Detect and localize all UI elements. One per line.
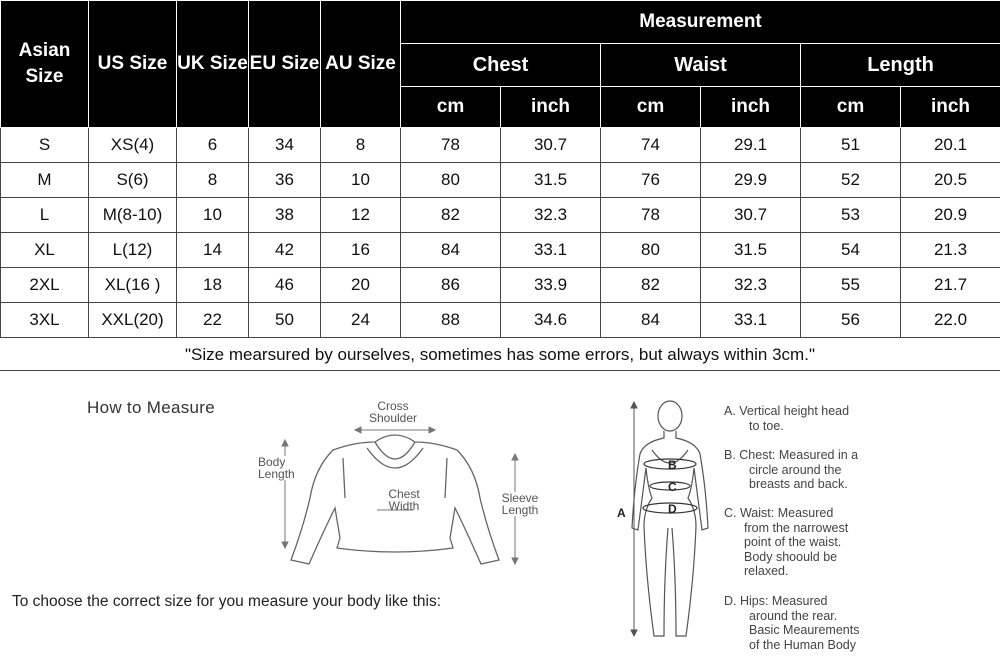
table-cell: 29.9 (701, 163, 801, 198)
table-cell: 24 (321, 303, 401, 338)
table-cell: 16 (321, 233, 401, 268)
table-cell: 32.3 (701, 268, 801, 303)
table-cell: 84 (401, 233, 501, 268)
table-cell: 54 (801, 233, 901, 268)
table-cell: L (1, 198, 89, 233)
body-letter-b: B (668, 458, 677, 472)
body-letter-c: C (668, 480, 677, 494)
table-cell: 74 (601, 128, 701, 163)
table-cell: 36 (249, 163, 321, 198)
table-row (1, 163, 1000, 198)
table-cell: 84 (601, 303, 701, 338)
legend-d: D. Hips: Measured around the rear. Basic Meaurements of the Human Body (724, 594, 860, 652)
table-cell: 22 (177, 303, 249, 338)
table-cell: 80 (601, 233, 701, 268)
table-cell: 46 (249, 268, 321, 303)
table-cell: 20.5 (901, 163, 1000, 198)
table-cell: 55 (801, 268, 901, 303)
table-cell: 34 (249, 128, 321, 163)
header-asian-size: Asian Size (1, 1, 89, 128)
table-cell: 29.1 (701, 128, 801, 163)
header-measurement: Measurement (401, 1, 1000, 44)
table-cell: 34.6 (501, 303, 601, 338)
header-unit: inch (701, 87, 801, 128)
table-cell: 33.9 (501, 268, 601, 303)
header-length: Length (801, 44, 1000, 87)
sleeve-length-label: Sleeve Length (490, 492, 550, 516)
table-cell: 86 (401, 268, 501, 303)
table-cell: 42 (249, 233, 321, 268)
table-cell: 78 (601, 198, 701, 233)
legend-a: A. Vertical height head to toe. (724, 404, 850, 433)
table-cell: 6 (177, 128, 249, 163)
header-unit: cm (601, 87, 701, 128)
table-cell: M(8-10) (89, 198, 177, 233)
table-cell: 53 (801, 198, 901, 233)
table-cell: 10 (321, 163, 401, 198)
table-cell: XS(4) (89, 128, 177, 163)
table-cell: 31.5 (501, 163, 601, 198)
table-cell: 20.9 (901, 198, 1000, 233)
header-unit: inch (901, 87, 1000, 128)
table-cell: 38 (249, 198, 321, 233)
table-cell: 32.3 (501, 198, 601, 233)
legend-c: C. Waist: Measured from the narrowest point of the waist. Body shoould be relaxed. (724, 506, 849, 578)
table-cell: 50 (249, 303, 321, 338)
legend-b: B. Chest: Measured in a circle around the breasts and back. (724, 448, 859, 491)
header-au-size: AU Size (321, 1, 401, 128)
table-cell: 88 (401, 303, 501, 338)
table-cell: 18 (177, 268, 249, 303)
table-cell: M (1, 163, 89, 198)
header-chest: Chest (401, 44, 601, 87)
table-cell: 22.0 (901, 303, 1000, 338)
table-cell: 8 (177, 163, 249, 198)
how-to-measure-title: How to Measure (87, 398, 215, 417)
body-letter-a: A (617, 506, 626, 520)
table-cell: XL(16 ) (89, 268, 177, 303)
table-cell: 3XL (1, 303, 89, 338)
header-waist: Waist (601, 44, 801, 87)
table-row (1, 268, 1000, 303)
table-cell: 14 (177, 233, 249, 268)
table-cell: 2XL (1, 268, 89, 303)
table-cell: XL (1, 233, 89, 268)
table-cell: 33.1 (501, 233, 601, 268)
measure-instruction: To choose the correct size for you measure your body like this: (12, 593, 442, 610)
table-cell: 21.3 (901, 233, 1000, 268)
table-cell: 20.1 (901, 128, 1000, 163)
table-row (1, 128, 1000, 163)
table-cell: 30.7 (501, 128, 601, 163)
table-cell: 20 (321, 268, 401, 303)
table-cell: 30.7 (701, 198, 801, 233)
body-figure (610, 398, 720, 648)
table-cell: 8 (321, 128, 401, 163)
cross-shoulder-label: Cross Shoulder (368, 399, 418, 425)
header-us-size: US Size (89, 1, 177, 128)
table-cell: 76 (601, 163, 701, 198)
table-cell: 78 (401, 128, 501, 163)
header-unit: inch (501, 87, 601, 128)
table-row (1, 303, 1000, 338)
table-cell: S (1, 128, 89, 163)
table-cell: L(12) (89, 233, 177, 268)
table-cell: XXL(20) (89, 303, 177, 338)
body-letter-d: D (668, 502, 677, 516)
table-cell: 31.5 (701, 233, 801, 268)
table-cell: 33.1 (701, 303, 801, 338)
table-cell: 12 (321, 198, 401, 233)
table-cell: S(6) (89, 163, 177, 198)
size-note: "Size mearsured by ourselves, sometimes has some errors, but always within 3cm." (0, 340, 1000, 371)
table-cell: 80 (401, 163, 501, 198)
header-eu-size: EU Size (249, 1, 321, 128)
table-cell: 21.7 (901, 268, 1000, 303)
table-cell: 51 (801, 128, 901, 163)
table-cell: 56 (801, 303, 901, 338)
table-cell: 82 (401, 198, 501, 233)
table-cell: 10 (177, 198, 249, 233)
header-unit: cm (401, 87, 501, 128)
header-uk-size: UK Size (177, 1, 249, 128)
header-unit: cm (801, 87, 901, 128)
table-cell: 52 (801, 163, 901, 198)
table-row (1, 198, 1000, 233)
chest-width-label: Chest Width (388, 487, 420, 513)
table-row (1, 233, 1000, 268)
body-length-label: Body Length (258, 456, 314, 480)
table-cell: 82 (601, 268, 701, 303)
